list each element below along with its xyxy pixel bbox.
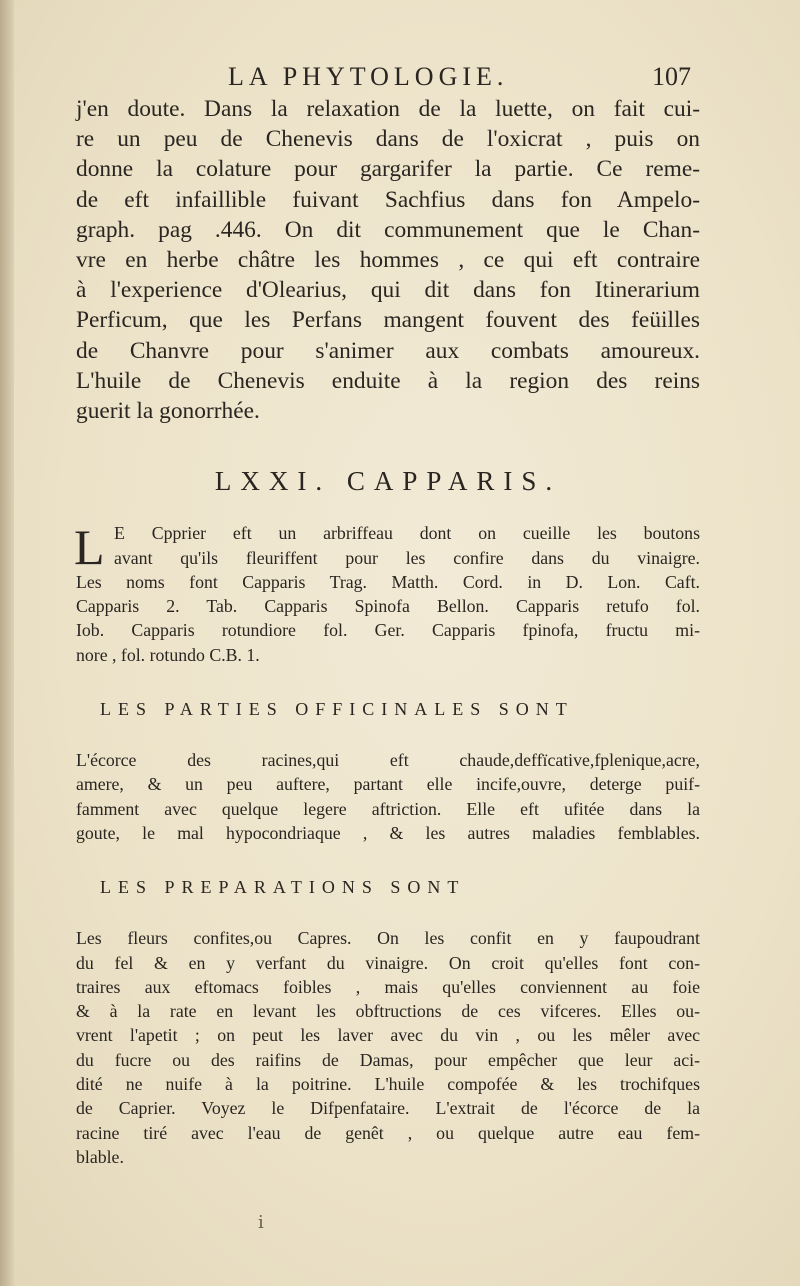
text-line: avant qu'ils fleuriffent pour les confire dans du vinaigre. bbox=[114, 547, 700, 568]
text-line: famment avec quelque legere aftriction. Elle eft ufitée dans la bbox=[76, 798, 700, 819]
text-line: racine tiré avec l'eau de genêt , ou quelque autre eau fem- bbox=[76, 1122, 700, 1143]
heading-preparations: LES PREPARATIONS SONT bbox=[100, 877, 466, 898]
text-line: vrent l'apetit ; on peut les laver avec du vin , ou les mêler avec bbox=[76, 1025, 700, 1046]
text-line: nore , fol. rotundo C.B. 1. bbox=[76, 644, 260, 665]
text-line: graph. pag .446. On dit communement que le Chan- bbox=[76, 216, 700, 243]
text-line: re un peu de Chenevis dans de l'oxicrat , puis on bbox=[76, 126, 700, 153]
text-line: amere, & un peu auftere, partant elle incife,ouvre, deterge puif- bbox=[76, 774, 700, 795]
text-line: du fucre ou des raifins de Damas, pour empêcher que leur aci- bbox=[76, 1049, 700, 1070]
heading-officinal-parts: LES PARTIES OFFICINALES SONT bbox=[100, 699, 574, 720]
text-line: vre en herbe châtre les hommes , ce qui eft contraire bbox=[76, 247, 700, 274]
drop-capital: L bbox=[74, 519, 105, 576]
text-line: goute, le mal hypocondriaque , & les autres maladies femblables. bbox=[76, 822, 700, 843]
running-title: LA PHYTOLOGIE. bbox=[228, 62, 509, 91]
text-line: de Chanvre pour s'animer aux combats amoureux. bbox=[76, 337, 700, 364]
text-line: Les noms font Capparis Trag. Matth. Cord. in D. Lon. Caft. bbox=[76, 571, 700, 592]
text-line: j'en doute. Dans la relaxation de la luette, on fait cui- bbox=[76, 96, 700, 122]
text-line: dité ne nuife à la poitrine. L'huile compofée & les trochifques bbox=[76, 1073, 700, 1094]
text-line: & à la rate en levant les obftructions de ces vifceres. Elles ou- bbox=[76, 1001, 700, 1022]
text-line: Perficum, que les Perfans mangent fouvent des feüilles bbox=[76, 307, 700, 334]
text-line: traires aux eftomacs foibles , mais qu'elles conviennent au foie bbox=[76, 976, 700, 997]
text-line: L'écorce des racines,qui eft chaude,deffïcative,fplenique,acre, bbox=[76, 750, 700, 771]
preparations-paragraph bbox=[76, 926, 700, 1169]
capparis-intro bbox=[76, 521, 700, 667]
text-line: de Caprier. Voyez le Difpenfataire. L'extrait de l'écorce de la bbox=[76, 1098, 700, 1119]
text-line: guerit la gonorrhée. bbox=[76, 398, 260, 425]
text-line: à l'experience d'Olearius, qui dit dans fon Itinerarium bbox=[76, 277, 700, 304]
text-line: E Cpprier eft un arbriffeau dont on cueille les boutons bbox=[114, 523, 700, 544]
section-title: LXXI. CAPPARIS. bbox=[214, 466, 562, 497]
text-line: du fel & en y verfant du vinaigre. On croit qu'elles font con- bbox=[76, 952, 700, 973]
text-line: L'huile de Chenevis enduite à la region des reins bbox=[76, 367, 700, 394]
officinal-parts-paragraph bbox=[76, 748, 700, 845]
bottom-ornament: ⅰ bbox=[258, 1212, 264, 1232]
text-line: Capparis 2. Tab. Capparis Spinofa Bellon. Capparis retufo fol. bbox=[76, 596, 700, 617]
text-line: Iob. Capparis rotundiore fol. Ger. Capparis fpinofa, fructu mi- bbox=[76, 620, 700, 641]
hemp-paragraph bbox=[76, 94, 700, 426]
page-header bbox=[0, 62, 800, 98]
text-line: donne la colature pour gargarifer la partie. Ce reme- bbox=[76, 156, 700, 183]
page-gutter-shadow bbox=[0, 0, 14, 1286]
page-body bbox=[76, 94, 700, 1169]
text-line: de eft infaillible fuivant Sachfius dans fon Ampelo- bbox=[76, 186, 700, 213]
page-number: 107 bbox=[652, 62, 691, 91]
text-line: Les fleurs confites,ou Capres. On les confit en y faupoudrant bbox=[76, 928, 700, 949]
text-line: blable. bbox=[76, 1146, 124, 1167]
